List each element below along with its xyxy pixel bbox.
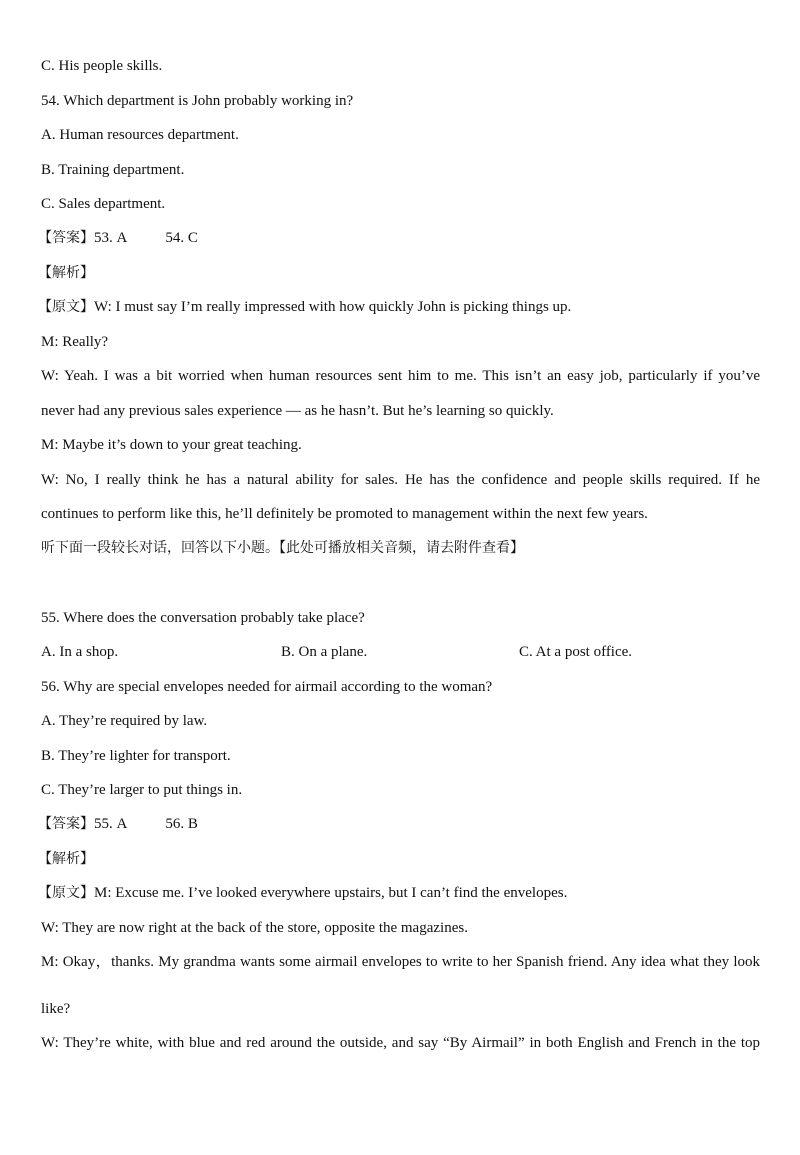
option-54b: B. Training department.	[41, 162, 185, 178]
transcript-line-7: continues to perform like this, he’ll definitely be promoted to management within the next few years.	[41, 506, 648, 522]
transcript-tag: 【原文】	[38, 299, 94, 315]
answer-line-55-56	[38, 814, 198, 834]
answer-line-53-54	[38, 228, 198, 248]
transcript-line-2: M: Really?	[41, 334, 109, 350]
option-54c: C. Sales department.	[41, 196, 166, 212]
option-53c: C. His people skills.	[41, 58, 163, 74]
answer-55: 55. A	[94, 816, 128, 832]
analysis-tag: 【解析】	[38, 851, 94, 867]
question-54: 54. Which department is John probably working in?	[41, 93, 354, 109]
option-56b: B. They’re lighter for transport.	[41, 748, 231, 764]
transcript-line-3: W: Yeah. I was a bit worried when human resources sent him to me. This isn’t an easy job, particularly if you’ve	[41, 368, 760, 384]
option-55a: A. In a shop.	[41, 644, 119, 660]
transcript-line-5: M: Maybe it’s down to your great teaching.	[41, 437, 302, 453]
transcript-tag: 【原文】	[38, 885, 94, 901]
answer-tag: 【答案】	[38, 230, 94, 246]
transcript-line-11: like?	[41, 1001, 71, 1017]
question-56: 56. Why are special envelopes needed for airmail according to the woman?	[41, 679, 493, 695]
option-56a: A. They’re required by law.	[41, 713, 208, 729]
answer-53: 53. A	[94, 230, 128, 246]
question-55: 55. Where does the conversation probably take place?	[41, 610, 365, 626]
transcript-line-10: M: Okay，thanks. My grandma wants some airmail envelopes to write to her Spanish friend. Any idea what they look	[41, 954, 760, 970]
option-55b: B. On a plane.	[281, 644, 368, 660]
transcript-line-4: never had any previous sales experience — as he hasn’t. But he’s learning so quickly.	[41, 403, 554, 419]
option-55c: C. At a post office.	[519, 644, 633, 660]
answer-tag: 【答案】	[38, 816, 94, 832]
transcript-text: M: Excuse me. I’ve looked everywhere upstairs, but I can’t find the envelopes.	[94, 885, 568, 901]
analysis-tag: 【解析】	[38, 265, 94, 281]
answer-56: 56. B	[165, 816, 198, 832]
transcript-line-1	[38, 297, 571, 317]
transcript-line-8	[38, 883, 567, 903]
transcript-line-12: W: They’re white, with blue and red around the outside, and say “By Airmail” in both English and French in the top	[41, 1035, 760, 1051]
answer-54: 54. C	[165, 230, 198, 246]
option-56c: C. They’re larger to put things in.	[41, 782, 243, 798]
section-instruction: 听下面一段较长对话，回答以下小题。【此处可播放相关音频，请去附件查看】	[41, 540, 524, 556]
transcript-text: W: I must say I’m really impressed with how quickly John is picking things up.	[94, 299, 572, 315]
transcript-line-9: W: They are now right at the back of the store, opposite the magazines.	[41, 920, 468, 936]
option-54a: A. Human resources department.	[41, 127, 239, 143]
transcript-line-6: W: No, I really think he has a natural ability for sales. He has the confidence and people skills required. If he	[41, 472, 760, 488]
